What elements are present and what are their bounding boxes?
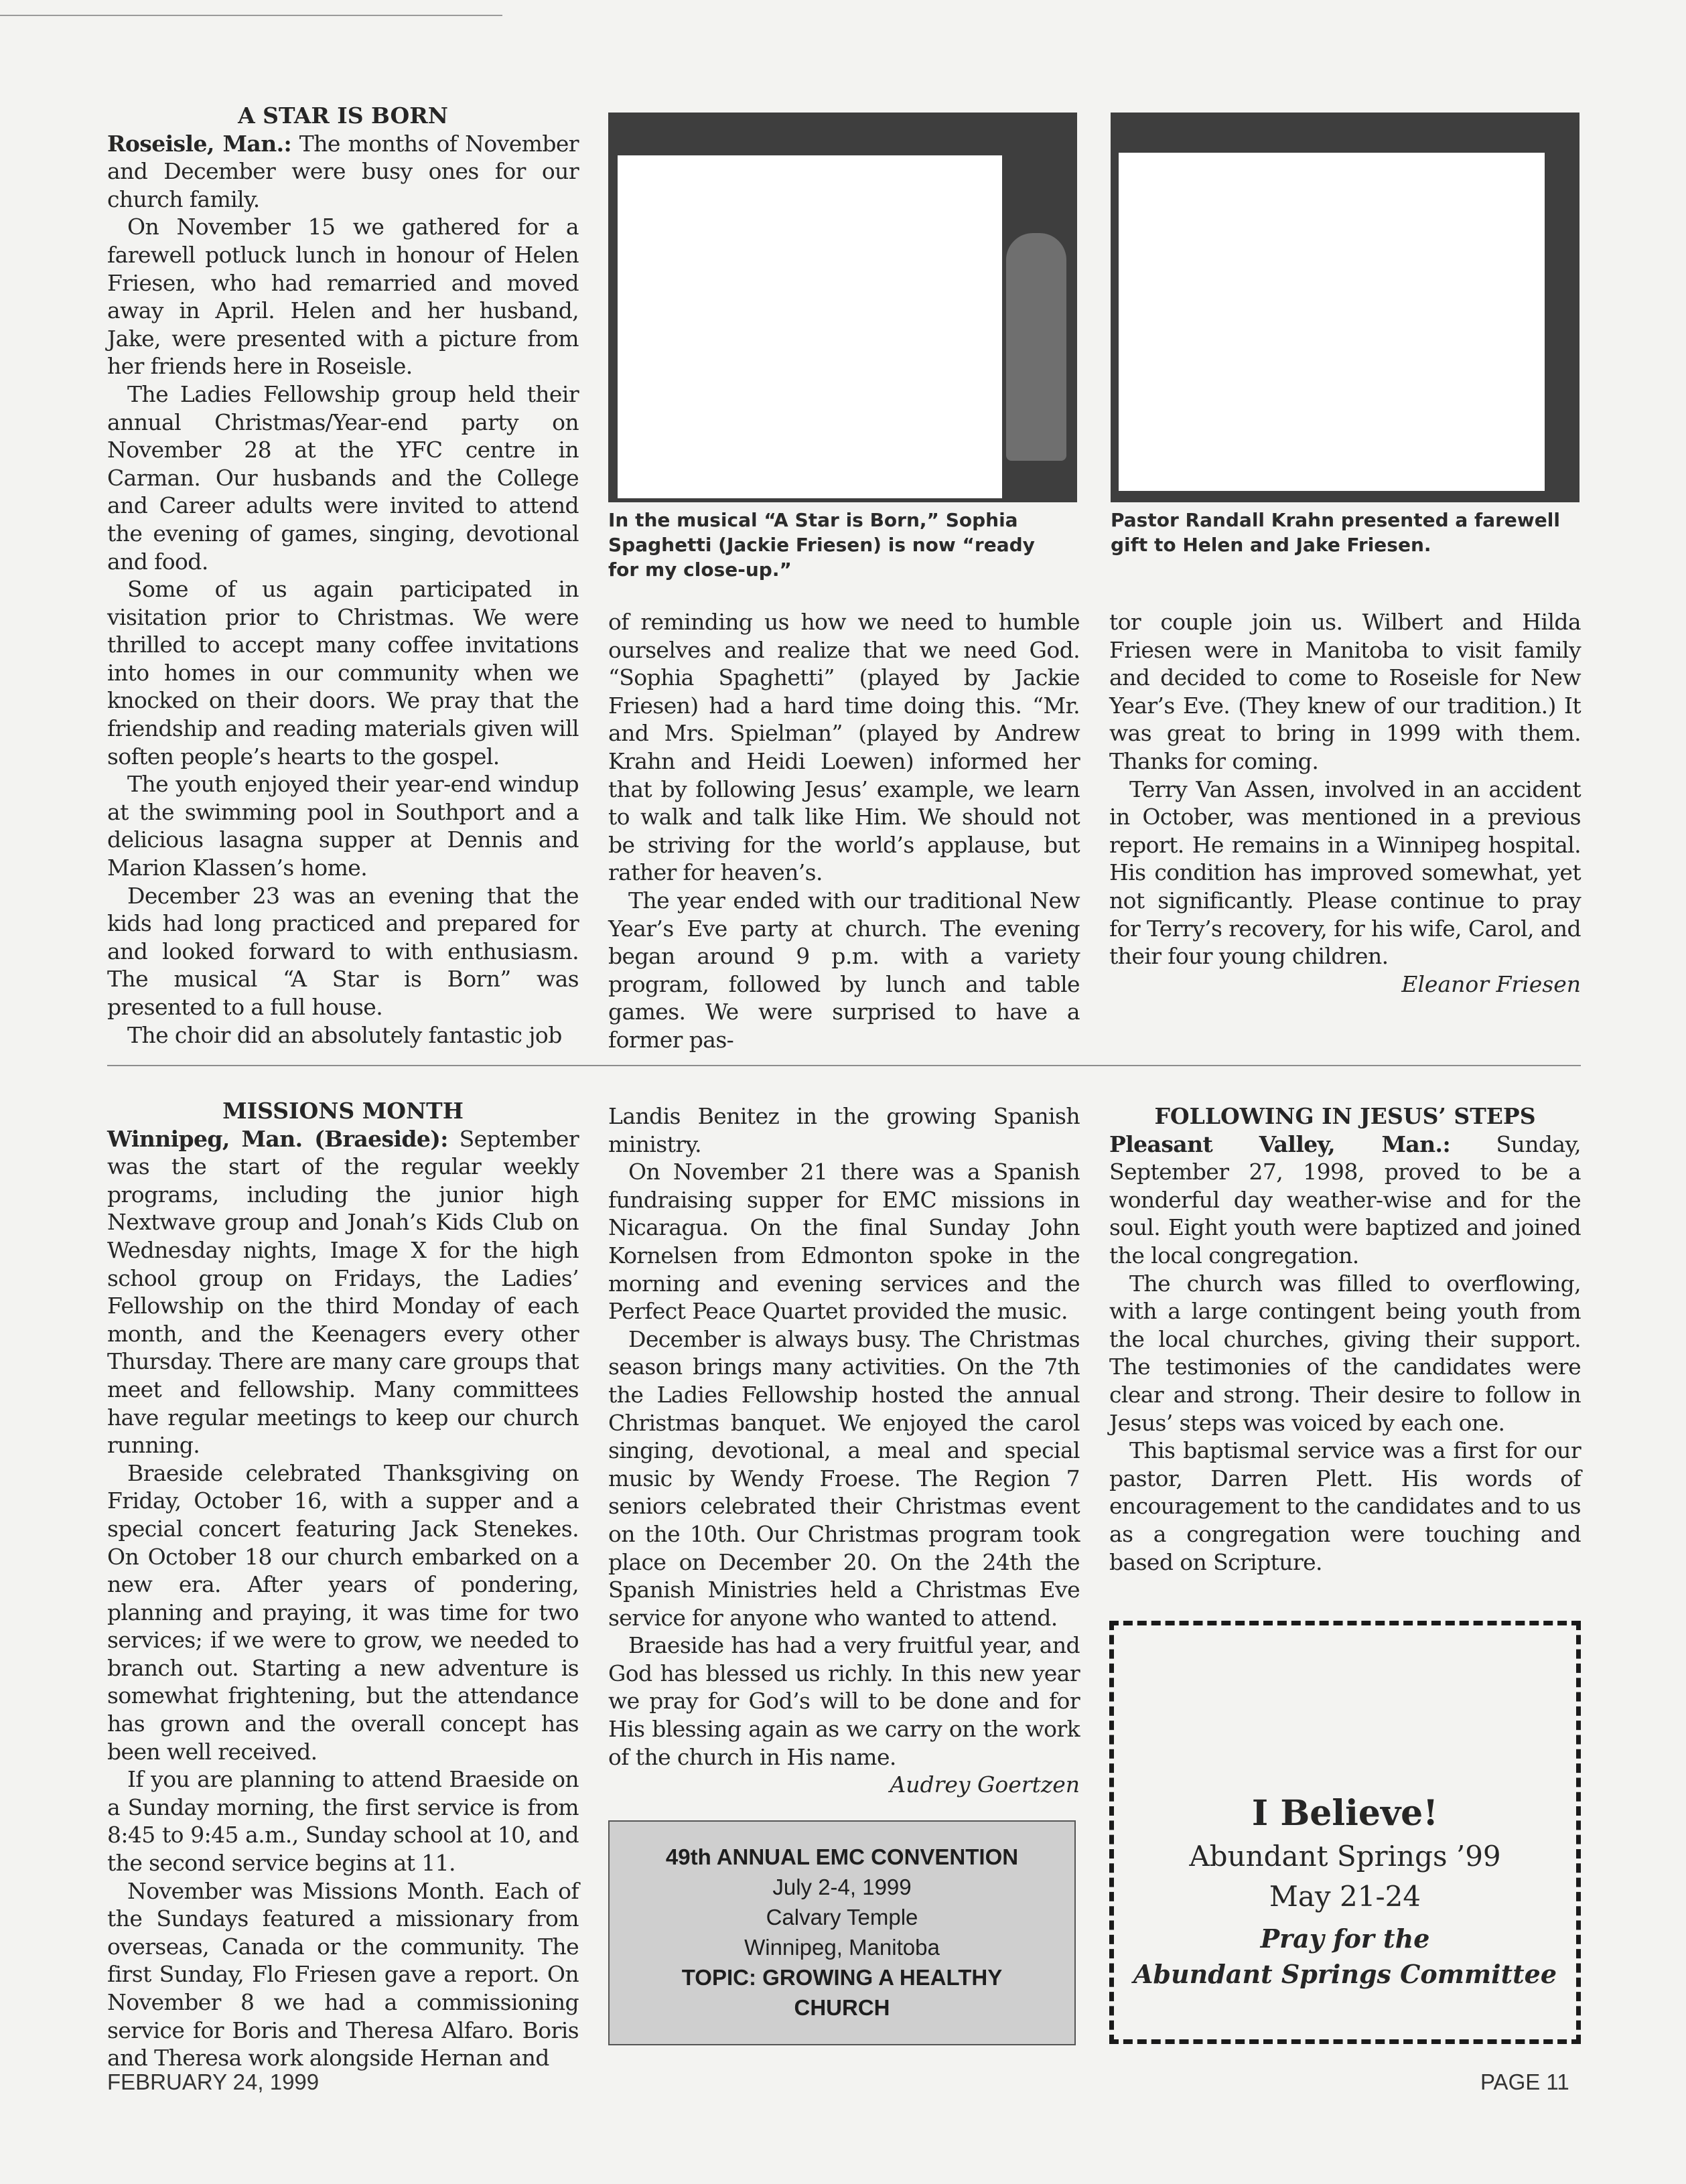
convention-title: 49th ANNUAL EMC CONVENTION <box>665 1844 1019 1869</box>
dateline: Roseisle, Man.: <box>107 130 292 157</box>
footer-page-number: PAGE 11 <box>1480 2069 1569 2094</box>
article-paragraph: On November 15 we gathered for a farewell potluck lunch in honour of Helen Friesen, who had remarried and moved away in April. Helen and her husband, Jake, were presented with a picture from her friends here in Roseisle. <box>107 214 579 380</box>
article-paragraph: Roseisle, Man.: The months of November and December were busy ones for our church family. <box>107 130 579 212</box>
article-paragraph: Landis Benitez in the growing Spanish ministry. <box>608 1103 1080 1157</box>
convention-topic-cont: CHURCH <box>794 1995 890 2020</box>
ad-event-name: Abundant Springs ’99 <box>1189 1840 1501 1873</box>
photo-placeholder <box>1119 153 1545 491</box>
convention-dates: July 2-4, 1999 <box>772 1875 912 1899</box>
article-paragraph: of reminding us how we need to humble ourselves and realize that we need God. “Sophia Spaghetti” (played by Jackie Friesen) had a hard time doing this. “Mr. and Mrs. Spielman” (played by Andrew Krahn and Heidi Loewen) informed her that by following Jesus’ example, we learn to walk and talk like Him. We should not be striving for the world’s applause, but rather for heaven’s. <box>608 609 1080 886</box>
article-paragraph: The church was filled to overflowing, with a large contingent being youth from the local churches, giving their support. The testimonies of the candidates were clear and strong. Their desire to follow in Jesus’ steps was voiced by each one. <box>1109 1270 1581 1436</box>
article-paragraph: Braeside has had a very fruitful year, and God has blessed us richly. In this new year we pray for God’s will to be done and for His blessing again as we carry on the work of the church in His name. <box>608 1632 1080 1770</box>
photo-caption-musical: In the musical “A Star is Born,” Sophia Spaghetti (Jackie Friesen) is now “ready for my close-up.” <box>608 509 1035 581</box>
ad-prayer-line: Pray for the <box>1260 1923 1430 1954</box>
photo-placeholder <box>618 155 1002 498</box>
top-divider <box>0 15 502 16</box>
signature: Eleanor Friesen <box>1401 970 1581 997</box>
ad-title: I Believe! <box>1251 1793 1439 1834</box>
article-paragraph: The choir did an absolutely fantastic job <box>127 1021 562 1048</box>
article-heading: MISSIONS MONTH <box>222 1098 464 1124</box>
article-paragraph: Some of us again participated in visitation prior to Christmas. We were thrilled to accept many coffee invitations into homes in our community when we knocked on their doors. We pray that the friendship and reading materials given will soften people’s hearts to the gospel. <box>107 576 579 770</box>
dateline: Winnipeg, Man. (Braeside): <box>107 1125 448 1152</box>
person-figure <box>1006 233 1066 461</box>
article-paragraph: tor couple join us. Wilbert and Hilda Friesen were in Manitoba to visit family and decided to come to Roseisle for New Year’s Eve. (They knew of our tradition.) It was great to bring in 1999 with them. Thanks for coming. <box>1109 609 1581 774</box>
convention-topic: TOPIC: GROWING A HEALTHY <box>681 1965 1003 1990</box>
article-paragraph: Terry Van Assen, involved in an accident in October, was mentioned in a previous report. He remains in a Winnipeg hospital. His condition has improved somewhat, yet not significantly. Please continue to pray for Terry’s recovery, for his wife, Carol, and their four young children. <box>1109 776 1581 970</box>
article-paragraph: Braeside celebrated Thanksgiving on Friday, October 16, with a supper and a special concert featuring Jack Stenekes. On October 18 our church embarked on a new era. After years of pondering, planning and praying, it was time for two services; if we were to grow, we needed to branch out. Starting a new adventure is somewhat frightening, but the attendance has grown and the overall concept has been well received. <box>107 1459 579 1765</box>
article-missions-month-col2 <box>608 1102 1080 1799</box>
article-paragraph: November was Missions Month. Each of the Sundays featured a missionary from overseas, Canada or the community. The first Sunday, Flo Friesen gave a report. On November 8 we had a commissioning service for Boris and Theresa Alfaro. Boris and Theresa work alongside Hernan and <box>107 1877 579 2071</box>
article-paragraph: Pleasant Valley, Man.: Sunday, September 27, 1998, proved to be a wonderful day weather-wise and for the soul. Eight youth were baptized and joined the local congregation. <box>1109 1131 1581 1268</box>
article-missions-month-col1 <box>107 1097 579 2072</box>
article-paragraph: The youth enjoyed their year-end windup at the swimming pool in Southport and a delicious lasagna supper at Dennis and Marion Klassen’s home. <box>107 771 579 881</box>
article-heading: A STAR IS BORN <box>238 102 448 129</box>
photo-musical <box>608 113 1077 502</box>
article-paragraph: December is always busy. The Christmas season brings many activities. On the 7th the Ladies Fellowship hosted the annual Christmas banquet. We enjoyed the carol singing, devotional, a meal and special music by Wendy Froese. The Region 7 seniors celebrated their Christmas event on the 10th. Our Christmas program took place on December 20. On the 24th the Spanish Ministries held a Christmas Eve service for anyone who wanted to attend. <box>608 1325 1080 1631</box>
dateline: Pleasant Valley, Man.: <box>1109 1131 1451 1157</box>
article-heading: FOLLOWING IN JESUS’ STEPS <box>1154 1103 1536 1129</box>
article-star-is-born-col2 <box>608 608 1080 1054</box>
ad-event-dates: May 21-24 <box>1269 1880 1421 1913</box>
article-paragraph: The Ladies Fellowship group held their annual Christmas/Year-end party on November 28 at the YFC centre in Carman. Our husbands and the College and Career adults were invited to attend the evening of games, singing, devotional and food. <box>107 380 579 575</box>
article-paragraph: The year ended with our traditional New Year’s Eve party at church. The evening began around 9 p.m. with a variety program, followed by lunch and table games. We were surprised to have a former pas- <box>608 887 1080 1053</box>
article-paragraph: On November 21 there was a Spanish fundraising supper for EMC missions in Nicaragua. On the final Sunday John Kornelsen from Edmonton spoke in the morning and evening services and the Perfect Peace Quartet provided the music. <box>608 1159 1080 1325</box>
article-paragraph: This baptismal service was a first for our pastor, Darren Plett. His words of encouragement to the candidates and to us as a congregation were touching and based on Scripture. <box>1109 1437 1581 1575</box>
abundant-springs-ad <box>1109 1621 1581 2044</box>
article-following-jesus-steps <box>1109 1102 1581 1576</box>
article-paragraph: Winnipeg, Man. (Braeside): September was the start of the regular weekly programs, including the junior high Nextwave group and Jonah’s Kids Club on Wednesday nights, Image X for the high school group on Fridays, the Ladies’ Fellowship on the third Monday of each month, and the Keenagers every other Thursday. There are many care groups that meet and fellowship. Many committees have regular meetings to keep our church running. <box>107 1125 579 1459</box>
article-star-is-born-col1 <box>107 102 579 1049</box>
photo-caption-farewell: Pastor Randall Krahn presented a farewell gift to Helen and Jake Friesen. <box>1111 509 1560 556</box>
convention-venue: Calvary Temple <box>766 1905 918 1930</box>
photo-farewell-gift <box>1111 113 1579 502</box>
article-star-is-born-col3 <box>1109 608 1581 998</box>
article-paragraph: December 23 was an evening that the kids had long practiced and prepared for and looked forward to with enthusiasm. The musical “A Star is Born” was presented to a full house. <box>107 882 579 1020</box>
ad-committee-line: Abundant Springs Committee <box>1133 1959 1557 1989</box>
footer-date: FEBRUARY 24, 1999 <box>107 2069 320 2094</box>
signature: Audrey Goertzen <box>890 1771 1080 1798</box>
section-divider <box>107 1065 1581 1066</box>
convention-notice-box <box>608 1820 1076 2045</box>
article-paragraph: If you are planning to attend Braeside on a Sunday morning, the first service is from 8:45 to 9:45 a.m., Sunday school at 10, and the second service begins at 11. <box>107 1766 579 1877</box>
convention-city: Winnipeg, Manitoba <box>744 1935 940 1960</box>
